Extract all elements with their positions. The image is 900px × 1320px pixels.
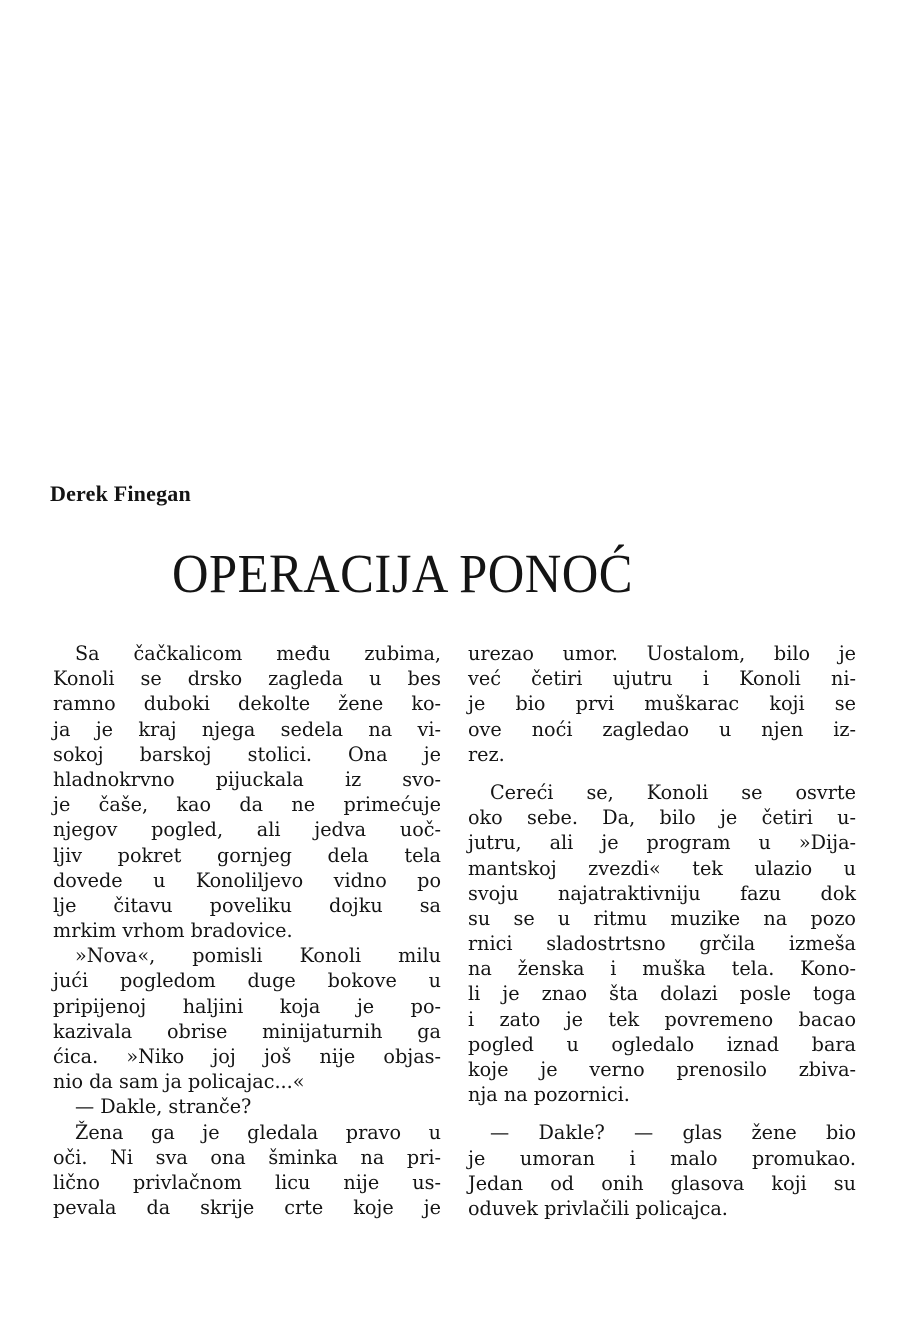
text-line: mantskoj zvezdi« tek ulazio u [468, 856, 856, 880]
text-line: Jedan od onih glasova koji su [468, 1171, 856, 1195]
text-line: dovede u Konoliljevo vidno po [53, 868, 441, 892]
text-line: pripijenoj haljini koja je po- [53, 994, 441, 1018]
paragraph [53, 641, 441, 943]
text-line: rnici sladostrtsno grčila izmeša [468, 932, 856, 956]
text-line: njegov pogled, ali jedva uoč- [53, 818, 441, 842]
text-line: je bio prvi muškarac koji se [468, 692, 856, 716]
text-line: Cereći se, Konoli se osvrte [490, 780, 856, 804]
text-line: svoju najatraktivniju fazu dok [468, 881, 856, 905]
text-line: rez. [468, 742, 505, 766]
text-column-right [468, 641, 856, 1221]
text-line: jući pogledom duge bokove u [53, 969, 441, 993]
article-title: OPERACIJA PONOĆ [172, 543, 633, 604]
text-line: Žena ga je gledala pravo u [75, 1120, 441, 1144]
paragraph [468, 780, 856, 1107]
paragraph-gap [468, 1107, 856, 1120]
text-line: oči. Ni sva ona šminka na pri- [53, 1145, 441, 1169]
paragraph [53, 943, 441, 1094]
paragraph [468, 1120, 856, 1221]
text-line: koje je verno prenosilo zbiva- [468, 1058, 856, 1081]
text-line: nja na pozornici. [468, 1083, 630, 1107]
text-line: sokoj barskoj stolici. Ona je [53, 742, 441, 766]
text-line: kazivala obrise minijaturnih ga [53, 1019, 441, 1043]
text-line: ljiv pokret gornjeg dela tela [53, 843, 441, 867]
text-line: — Dakle? — glas žene bio [490, 1121, 856, 1145]
article-author: Derek Finegan [50, 481, 191, 506]
text-line: je umoran i malo promukao. [468, 1146, 856, 1170]
text-line: i zato je tek povremeno bacao [468, 1007, 856, 1031]
text-line: ramno duboki dekolte žene ko- [53, 692, 441, 716]
paragraph-gap [468, 767, 856, 780]
text-line: ja je kraj njega sedela na vi- [53, 717, 441, 741]
text-line: lje čitavu poveliku dojku sa [53, 893, 441, 917]
text-line: Sa čačkalicom među zubima, [75, 642, 441, 665]
text-line: urezao umor. Uostalom, bilo je [468, 642, 856, 665]
paragraph [53, 1094, 441, 1119]
text-line: su se u ritmu muzike na pozo [468, 906, 856, 930]
text-line: li je znao šta dolazi posle toga [468, 982, 856, 1006]
paragraph [468, 641, 856, 767]
text-line: je čaše, kao da ne primećuje [53, 793, 441, 817]
text-line: — Dakle, strančе? [75, 1095, 252, 1119]
text-line: nio da sam ja policajac...« [53, 1070, 305, 1094]
text-line: pogled u ogledalo iznad bara [468, 1032, 856, 1056]
text-line: mrkim vrhom bradovice. [53, 919, 293, 943]
paragraph [53, 1120, 441, 1221]
text-line: jutru, ali je program u »Dija- [468, 831, 856, 855]
text-line: lično privlačnom licu nije us- [53, 1170, 441, 1194]
text-line: ove noći zagledao u njen iz- [468, 717, 856, 741]
text-column-left [53, 641, 441, 1220]
text-line: na ženska i muška tela. Kono- [468, 957, 856, 981]
text-line: »Nova«, pomisli Konoli milu [75, 944, 441, 968]
text-line: ćica. »Niko joj još nije objas- [53, 1045, 441, 1068]
text-line: pevala da skrije crte koje je [53, 1196, 441, 1220]
text-line: hladnokrvno pijuckala iz svo- [53, 767, 441, 791]
text-line: oko sebe. Da, bilo je četiri u- [468, 806, 856, 830]
text-line: Konoli se drsko zagleda u bes [53, 667, 441, 691]
text-line: već četiri ujutru i Konoli ni- [468, 667, 856, 691]
text-line: oduvek privlačili policajca. [468, 1196, 728, 1220]
